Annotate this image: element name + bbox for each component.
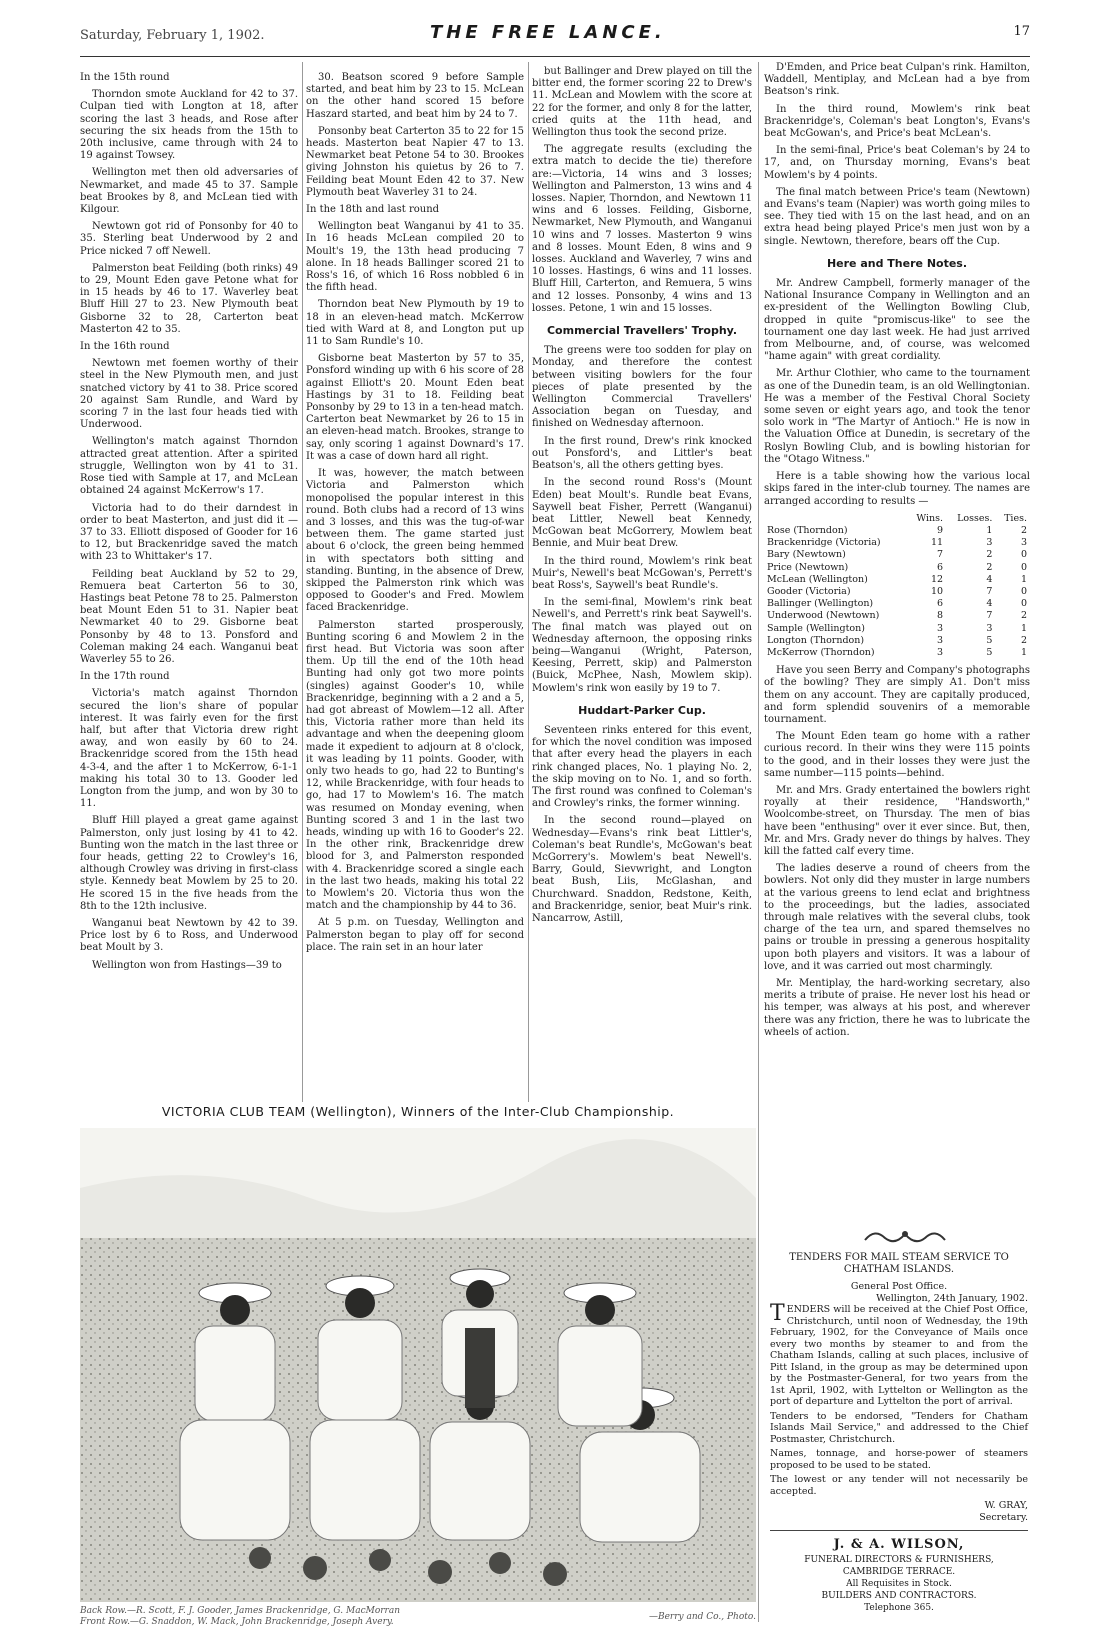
article-paragraph: Mr. and Mrs. Grady entertained the bowlers right royally at their residence, "Handsworth," Woolcombe-street, on Thursday. The men of bias have been "enthusing" over it ever since. But, then, Mr. and Mrs. Grady never do things by halves. They kill the fatted calf every time. [764,784,1030,857]
standings-row [764,610,1030,622]
article-paragraph: It was, however, the match between Victoria and Palmerston which monopolised the popular interest in this round. Both clubs had a record of 13 wins and 3 losses, and this was the tug-of-war between them. The game started just about 6 o'clock, the green being hemmed in with spectators both sitting and standing. Bunting, in the absence of Drew, skipped the Palmerston rink which was opposed to Gooder's and Fred. Mowlem faced Brackenridge. [306,468,524,614]
issue-date: Saturday, February 1, 1902. [80,28,265,43]
tender-signatory: W. GRAY, [984,1500,1028,1511]
page-number: 17 [1013,24,1030,39]
column-divider [528,62,529,1102]
article-paragraph: Have you seen Berry and Company's photographs of the bowling? They are simply A1. Don't miss them on any account. They are capitally produced, and form splendid souvenirs of a memorable tournament. [764,665,1030,725]
standings-value-cell: 1 [1020,622,1027,634]
standings-row [764,574,1030,586]
article-column-3 [532,66,752,1100]
article-paragraph: Wanganui beat Newtown by 42 to 39. Price lost by 6 to Ross, and Underwood beat Moult by 3. [80,918,298,954]
standings-value-cell: 1 [986,524,993,536]
standings-row [764,562,1030,574]
back-row-names: Back Row.—R. Scott, F. J. Gooder, James Brackenridge, G. MacMorran [80,1606,401,1616]
skip-name-cell: McKerrow (Thorndon) [767,646,875,658]
section-heading: Huddart-Parker Cup. [578,703,706,717]
standings-row [764,586,1030,598]
standings-value-cell: 7 [986,610,993,622]
skip-name-cell: Gooder (Victoria) [767,585,851,597]
standings-value-cell: 7 [937,549,944,561]
round-subheading: In the 18th and last round [306,204,440,216]
article-paragraph: D'Emden, and Price beat Culpan's rink. Hamilton, Waddell, Mentiplay, and McLean had a bye from Beatson's rink. [764,62,1030,98]
article-paragraph: In the second round Ross's (Mount Eden) beat Moult's. Rundle beat Evans, Saywell beat Fisher, Perrett (Wanganui) beat Littler, Newell beat Kennedy, McGowan beat McGorrery, Mowlem beat Bennie, and Muir beat Drew. [532,477,752,550]
column-4-upper-text [764,62,1030,508]
article-paragraph: 30. Beatson scored 9 before Sample started, and beat him by 23 to 15. McLean on the other hand scored 15 before Haszard started, and beat him by 24 to 7. [306,72,524,120]
standings-value-cell: 7 [986,585,993,597]
article-paragraph: The greens were too sodden for play on Monday, and therefore the contest between visiting bowlers for the four pieces of plate presented by the Wellington Commercial Travellers' Association began on Tuesday, and finished on Wednesday afternoon. [532,345,752,430]
skips-standings-table [764,513,1030,659]
advert-name: J. & A. WILSON, [833,1537,965,1552]
article-paragraph: Thorndon beat New Plymouth by 19 to 18 in an eleven-head match. McKerrow tied with Ward at 8, and Longton put up 11 to Sam Rundle's 10. [306,299,524,348]
standings-value-cell: 9 [937,524,944,536]
standings-value-cell: 0 [1020,549,1027,561]
standings-value-cell: 2 [1020,610,1027,622]
masthead-rule [80,56,1030,57]
article-paragraph: Mr. Andrew Campbell, formerly manager of the National Insurance Company in Wellington and an ex-president of the Wellington Bowling Club, dropped in quite "promiscus-like" to see the tournament one day last week. He had just arrived from Melbourne, and, of course, was welcomed "hame again" with great cordiality. [764,278,1030,363]
article-paragraph: Thorndon smote Auckland for 42 to 37. Culpan tied with Longton at 18, after scoring the last 3 heads, and Rose after securing the six heads from the 15th to 20th inclusive, came through with 24 to 19 against Towsey. [80,89,298,162]
standings-value-cell: 3 [986,537,993,549]
standings-value-cell: 12 [930,573,944,585]
newspaper-title: THE FREE LANCE. [430,22,666,43]
article-column-4 [764,62,1030,1250]
article-paragraph: Here is a table showing how the various local skips fared in the inter-club tourney. The names are arranged according to results — [764,471,1030,507]
skip-name-cell: Underwood (Newtown) [767,610,880,622]
advert-line-1: FUNERAL DIRECTORS & FURNISHERS, [804,1555,994,1565]
advert-line-4: BUILDERS AND CONTRACTORS. [821,1591,977,1601]
article-paragraph: Mr. Mentiplay, the hard-working secretary, also merits a tribute of praise. He never lost his head or his temper, was always at his post, and wherever there was any friction, there he was to lubricate the wheels of action. [764,978,1030,1038]
article-paragraph: Wellington's match against Thorndon attracted great attention. After a spirited struggle, Wellington won by 41 to 31. Rose tied with Sample at 17, and McLean obtained 24 against McKerrow's 17. [80,436,298,497]
skip-name-cell: Sample (Wellington) [767,622,865,634]
standings-row [764,537,1030,549]
article-paragraph: Victoria had to do their darndest in order to beat Masterton, and just did it —37 to 33. Elliott disposed of Gooder for 16 to 12, but Brackenridge saved the match with 23 to Whittaker's 17. [80,502,298,563]
standings-header-row [764,513,1030,525]
article-paragraph: In the second round—played on Wednesday—Evans's rink beat Littler's, Coleman's beat Rundle's, McGowan's beat McGorrery's. Mowlem's beat Newell's. Barry, Gould, Sievwright, and Longton beat Bush, Liis, McGlashan, and Churchward. Snaddon, Redstone, Keith, and Brackenridge, senior, beat Muir's rink. Nancarrow, Astill, [532,815,752,924]
team-photo-illustration [80,1128,756,1602]
tender-date: Wellington, 24th January, 1902. [876,1292,1028,1304]
advertisement [770,1530,1028,1615]
advert-line-3: All Requisites in Stock. [846,1579,952,1589]
front-row-names: Front Row.—G. Snaddon, W. Mack, John Brackenridge, Joseph Avery. [80,1617,394,1627]
skip-name-cell: Price (Newtown) [767,561,849,573]
tender-dropcap: T [770,1301,785,1326]
photo-credit: —Berry and Co., Photo. [648,1612,756,1622]
article-column-2 [306,72,524,1100]
article-paragraph: Mr. Arthur Clothier, who came to the tournament as one of the Dunedin team, is an old Wellingtonian. He was a member of the Festival Choral Society some seven or eight years ago, and took the tenor solo work in "The Martyr of Antioch." He is now in the Valuation Office at Dunedin, is secretary of the Roslyn Bowling Club, and is bowling historian for the "Otago Witness." [764,368,1030,465]
article-paragraph: The ladies deserve a round of cheers from the bowlers. Not only did they muster in large numbers at the various greens to lend eclat and brightness to the proceedings, but the ladies, associated through male relatives with the several clubs, took charge of the tea urn, and spared themselves no pains or trouble in pressing a generous hospitality upon both players and visitors. It was a labour of love, and it was carried out most charmingly. [764,863,1030,972]
advert-line-2: CAMBRIDGE TERRACE. [842,1567,956,1577]
article-paragraph: In the first round, Drew's rink knocked out Ponsford's, and Littler's beat Beatson's, all the others getting byes. [532,435,752,472]
standings-value-cell: 3 [1020,537,1027,549]
standings-value-cell: 3 [937,622,944,634]
standings-header-cell [764,513,907,525]
tender-para-3: Names, tonnage, and horse-power of steamers proposed to be used to be stated. [770,1448,1028,1471]
round-subheading: In the 16th round [80,341,170,353]
standings-row [764,598,1030,610]
tender-notice [770,1252,1028,1523]
photo-caption: VICTORIA CLUB TEAM (Wellington), Winners of the Inter-Club Championship. [161,1104,675,1119]
article-paragraph: Palmerston beat Feilding (both rinks) 49 to 29, Mount Eden gave Petone what for in 15 heads by 46 to 17. Waverley beat Bluff Hill 27 to 23. New Plymouth beat Gisborne 32 to 28, Carterton beat Masterton 42 to 35. [80,262,298,335]
standings-header-cell: Losses. [957,512,993,524]
article-paragraph: Wellington won from Hastings—39 to [92,959,282,971]
standings-value-cell: 6 [937,598,944,610]
ornament-icon [860,1226,950,1246]
standings-header-cell: Wins. [916,512,944,524]
standings-row [764,623,1030,635]
skip-name-cell: Rose (Thorndon) [767,524,848,536]
standings-value-cell: 2 [1020,524,1027,536]
article-paragraph: In the third round, Mowlem's rink beat Brackenridge's, Coleman's beat Longton's, Evans's beat McGowan's, and Price's beat McLean's. [764,103,1030,140]
standings-value-cell: 4 [986,573,993,585]
article-paragraph: Feilding beat Auckland by 52 to 29, Remuera beat Carterton 56 to 30, Hastings beat Petone 78 to 25. Palmerston beat Mount Eden 51 to 31. Napier beat Newmarket 40 to 29. Gisborne beat Ponsonby by 48 to 13. Ponsford and Coleman making 24 each. Wanganui beat Waverley 55 to 26. [80,568,298,665]
standings-value-cell: 0 [1020,561,1027,573]
tender-para-4: The lowest or any tender will not necessarily be accepted. [770,1474,1028,1497]
standings-value-cell: 5 [986,634,993,646]
round-subheading: In the 17th round [80,671,170,683]
article-paragraph: Wellington beat Wanganui by 41 to 35. In 16 heads McLean compiled 20 to Moult's 19, the 13th head producing 7 alone. In 18 heads Ballinger scored 21 to Ross's 16, of which 16 Ross nobbled 6 in the fifth head. [306,221,524,294]
article-paragraph: Wellington met then old adversaries of Newmarket, and made 45 to 37. Sample beat Brookes by 8, and McLean tied with Kilgour. [80,167,298,216]
standings-value-cell: 0 [1020,585,1027,597]
standings-value-cell: 11 [930,537,944,549]
article-paragraph: In the third round, Mowlem's rink beat Muir's, Newell's beat McGowan's, Perrett's beat Ross's, Saywell's beat Rundle's. [532,555,752,591]
standings-row [764,549,1030,561]
standings-body [764,525,1030,659]
standings-value-cell: 10 [930,585,944,597]
article-paragraph: The aggregate results (excluding the extra match to decide the tie) therefore are:—Victoria, 14 wins and 3 losses; Wellington and Palmerston, 13 wins and 4 losses. Napier, Thorndon, and Newtown 11 wins and 6 losses. Feilding, Gisborne, Newmarket, New Plymouth, and Wanganui 10 wins and 7 losses. Masterton 9 wins and 8 losses. Mount Eden, 8 wins and 9 losses. Auckland and Waverley, 7 wins and 10 losses. Hastings, 6 wins and 11 losses. Bluff Hill, Carterton, and Remuera, 5 wins and 12 losses. Ponsonby, 4 wins and 13 losses. Petone, 1 win and 15 losses. [532,144,752,314]
tender-office: General Post Office. [850,1281,948,1292]
column-divider [302,62,303,1102]
round-subheading: In the 15th round [80,72,170,83]
article-paragraph: Victoria's match against Thorndon secured the lion's share of popular interest. It was fairly even for the first half, but after that Victoria drew right away, and won easily by 60 to 24. Brackenridge scored from the 15th head 4-3-4, and the after 1 to McKerrow, 6-1-1 making his total 30 to 13. Gooder led Longton from the jump, and won by 30 to 11. [80,688,298,810]
article-column-1 [80,72,298,1100]
standings-value-cell: 8 [937,610,944,622]
article-paragraph: Newtown met foemen worthy of their steel in the New Plymouth men, and just snatched victory by 41 to 38. Price scored 20 against Sam Rundle, and Ward by scoring 7 in the last four heads tied with Underwood. [80,358,298,431]
tender-signatory-title: Secretary. [979,1511,1028,1523]
article-paragraph: At 5 p.m. on Tuesday, Wellington and Palmerston began to play off for second place. The rain set in an hour later [306,917,524,953]
standings-value-cell: 2 [986,549,993,561]
standings-value-cell: 4 [986,598,993,610]
article-paragraph: Gisborne beat Masterton by 57 to 35, Ponsford winding up with 6 his score of 28 against Elliott's 20. Mount Eden beat Hastings by 31 to 18. Feilding beat Ponsonby by 29 to 13 in a ten-head match. Carterton beat Newmarket by 26 to 15 in an eleven-head match. Brookes, strange to say, only scoring 1 against Downard's 17. It was a case of down hard all right. [306,353,524,462]
standings-row [764,635,1030,647]
tender-body-text: ENDERS will be received at the Chief Post Office, Christchurch, until noon of Wednesday, the 19th February, 1902, for the Conveyance of Mails once every two months by steamer to and from the Chatham Islands, calling at such places, inclusive of Pitt Island, in the group as may be determined upon by the Postmaster-General, for two years from the 1st April, 1902, with Lyttelton or Wellington as the port of departure and Lyttelton the port of arrival. [770,1304,1028,1407]
standings-value-cell: 0 [1020,598,1027,610]
standings-value-cell: 2 [986,561,993,573]
standings-row [764,525,1030,537]
masthead [80,22,1030,52]
standings-value-cell: 2 [1020,634,1027,646]
advert-line-5: Telephone 365. [864,1603,934,1613]
tender-para-2: Tenders to be endorsed, "Tenders for Chatham Islands Mail Service," and addressed to the Chief Postmaster, Christchurch. [770,1410,1028,1445]
standings-header-cell: Ties. [1004,512,1027,524]
article-paragraph: The Mount Eden team go home with a rather curious record. In their wins they were 115 points to the good, and in their losses they were just the same number—115 points—behind. [764,731,1030,779]
skip-name-cell: Brackenridge (Victoria) [767,537,881,549]
standings-value-cell: 3 [986,622,993,634]
skip-name-cell: McLean (Wellington) [767,573,868,585]
standings-value-cell: 6 [937,561,944,573]
standings-value-cell: 1 [1020,573,1027,585]
skip-name-cell: Bary (Newtown) [767,549,846,561]
article-paragraph: Seventeen rinks entered for this event, for which the novel condition was imposed that after every head the players in each rink changed places, No. 1 playing No. 2, the skip moving on to No. 1, and so forth. The first round was confined to Coleman's and Crowley's rinks, the former winning. [532,724,752,810]
photo-names [80,1606,756,1628]
skip-name-cell: Longton (Thorndon) [767,634,865,646]
standings-value-cell: 3 [937,646,944,658]
tender-body [770,1301,1028,1408]
tender-title: TENDERS FOR MAIL STEAM SERVICE TO CHATHAM ISLANDS. [789,1252,1009,1275]
article-paragraph: In the semi-final, Price's beat Coleman's by 24 to 17, and, on Thursday morning, Evans's beat Mowlem's by 4 points. [764,145,1030,181]
article-paragraph: Ponsonby beat Carterton 35 to 22 for 15 heads. Masterton beat Napier 47 to 13. Newmarket beat Petone 54 to 30. Brookes giving Johnston his quietus by 26 to 7. Feilding beat Mount Eden 42 to 37. New Plymouth beat Waverley 31 to 24. [306,125,524,198]
section-heading: Here and There Notes. [826,256,968,270]
column-4-lower-text [764,665,1030,1039]
article-paragraph: Newtown got rid of Ponsonby for 40 to 35. Sterling beat Underwood by 2 and Price nicked 7 off Newell. [80,221,298,257]
article-paragraph: but Ballinger and Drew played on till the bitter end, the former scoring 22 to Drew's 11. McLean and Mowlem with the score at 22 for the former, and only 8 for the latter, cried quits at the 11th head, and Wellington thus took the second prize. [532,66,752,139]
article-paragraph: In the semi-final, Mowlem's rink beat Newell's, and Perrett's rink beat Saywell's. The final match was played out on Wednesday afternoon, the opposing rinks being—Wanganui (Wright, Paterson, Keesing, Perrett, skip) and Palmerston (Buick, McPhee, Nash, Mowlem skip). Mowlem's rink won easily by 19 to 7. [532,597,752,694]
section-heading: Commercial Travellers' Trophy. [546,324,738,338]
column-divider [758,62,759,1622]
article-paragraph: Bluff Hill played a great game against Palmerston, only just losing by 41 to 42. Bunting won the match in the last three or four heads, getting 22 to Crowley's 16, although Crowley was driving in first-class style. Kennedy beat Mowlem by 25 to 20. He scored 15 in the five heads from the 8th to the 12th inclusive. [80,815,298,912]
standings-row [764,647,1030,659]
article-paragraph: Palmerston started prosperously, Bunting scoring 6 and Mowlem 2 in the first head. But Victoria was soon after them. Up till the end of the 10th head Bunting had only got two more points (singles) against Gooder's 10, while Brackenridge, beginning with a 2 and a 5, had got abreast of Mowlem—12 all. After this, Victoria rather more than held its advantage and when the deepening gloom made it expedient to adjourn at 8 o'clock, it was leading by 11 points. Gooder, with only two heads to go, had 22 to Bunting's 12, while Brackenridge, with four heads to go, had 17 to Mowlem's 16. The match was resumed on Monday evening, when Bunting scored 3 and 1 in the last two heads, winding up with 16 to Gooder's 22. In the other rink, Brackenridge drew blood for 3, and Palmerston responded with 4. Brackenridge scored a single each in the last two heads, making his total 22 to Mowlem's 20. Victoria thus won the match and the championship by 44 to 36. [306,619,524,912]
standings-value-cell: 1 [1020,646,1027,658]
article-paragraph: The final match between Price's team (Newtown) and Evans's team (Napier) was worth going miles to see. They tied with 15 on the last head, and on an extra head being played Price's men just won by a single. Newtown, therefore, bears off the Cup. [764,186,1030,247]
standings-value-cell: 3 [937,634,944,646]
team-photograph [80,1128,756,1602]
standings-value-cell: 5 [986,646,993,658]
skip-name-cell: Ballinger (Wellington) [767,598,874,610]
